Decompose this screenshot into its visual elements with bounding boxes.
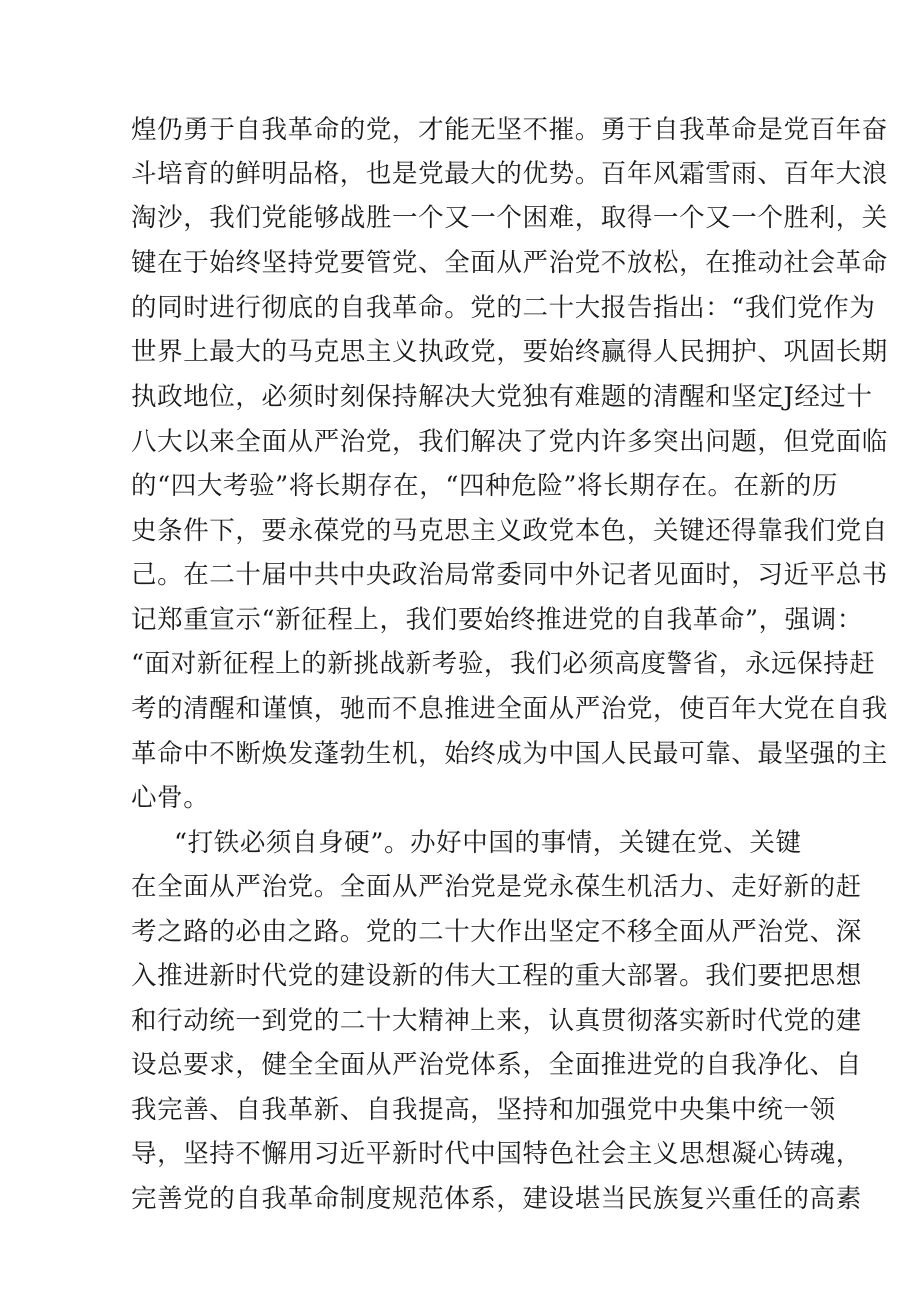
text-line: 入推进新时代党的建设新的伟大工程的重大部署。我们要把思想 xyxy=(131,961,862,991)
text-line: 键在于始终坚持党要管党、全面从严治党不放松，在推动社会革命 xyxy=(131,248,888,278)
text-line: 史条件下，要永葆党的马克思主义政党本色，关键还得靠我们党自 xyxy=(131,516,888,546)
text-line: 淘沙，我们党能够战胜一个又一个困难，取得一个又一个胜利，关 xyxy=(131,203,888,233)
text-line: 我完善、自我革新、自我提高，坚持和加强党中央集中统一领 xyxy=(131,1095,836,1125)
text-line: 导，坚持不懈用习近平新时代中国特色社会主义思想凝心铸魂， xyxy=(131,1139,862,1169)
text-line: 世界上最大的马克思主义执政党，要始终赢得人民拥护、巩固长期 xyxy=(131,337,888,367)
text-line: 完善党的自我革命制度规范体系，建设堪当民族复兴重任的高素 xyxy=(131,1184,862,1214)
text-line: 考的清醒和谨慎，驰而不息推进全面从严治党，使百年大党在自我 xyxy=(131,694,888,724)
text-line: 八大以来全面从严治党，我们解决了党内许多突出问题，但党面临 xyxy=(131,427,888,457)
text-line: 记郑重宣示“新征程上，我们要始终推进党的自我革命”，强调： xyxy=(131,605,863,635)
text-line: 执政地位，必须时刻保持解决大党独有难题的清醒和坚定J经过十 xyxy=(131,382,873,412)
text-line: 己。在二十届中共中央政治局常委同中外记者见面时，习近平总书 xyxy=(131,560,888,590)
text-line: 的“四大考验”将长期存在，“四种危险”将长期存在。在新的历 xyxy=(131,471,839,501)
text-line: 考之路的必由之路。党的二十大作出坚定不移全面从严治党、深 xyxy=(131,917,862,947)
text-line: “面对新征程上的新挑战新考验，我们必须高度警省，永远保持赶 xyxy=(131,649,876,679)
text-line: 和行动统一到党的二十大精神上来，认真贯彻落实新时代党的建 xyxy=(131,1006,862,1036)
text-line: 的同时进行彻底的自我革命。党的二十大报告指出：“我们党作为 xyxy=(131,293,876,323)
text-line: 革命中不断焕发蓬勃生机，始终成为中国人民最可靠、最坚强的主 xyxy=(131,739,888,769)
text-line: 煌仍勇于自我革命的党，才能无坚不摧。勇于自我革命是党百年奋 xyxy=(131,115,888,145)
text-line: 心骨。 xyxy=(131,783,210,813)
text-line: 斗培育的鲜明品格，也是党最大的优势。百年风霜雪雨、百年大浪 xyxy=(131,159,888,189)
text-line: 设总要求，健全全面从严治党体系，全面推进党的自我净化、自 xyxy=(131,1050,862,1080)
text-line: 在全面从严治党。全面从严治党是党永葆生机活力、走好新的赶 xyxy=(131,872,862,902)
paragraph-first-line: “打铁必须自身硬”。办好中国的事情，关键在党、关键 xyxy=(174,828,802,858)
